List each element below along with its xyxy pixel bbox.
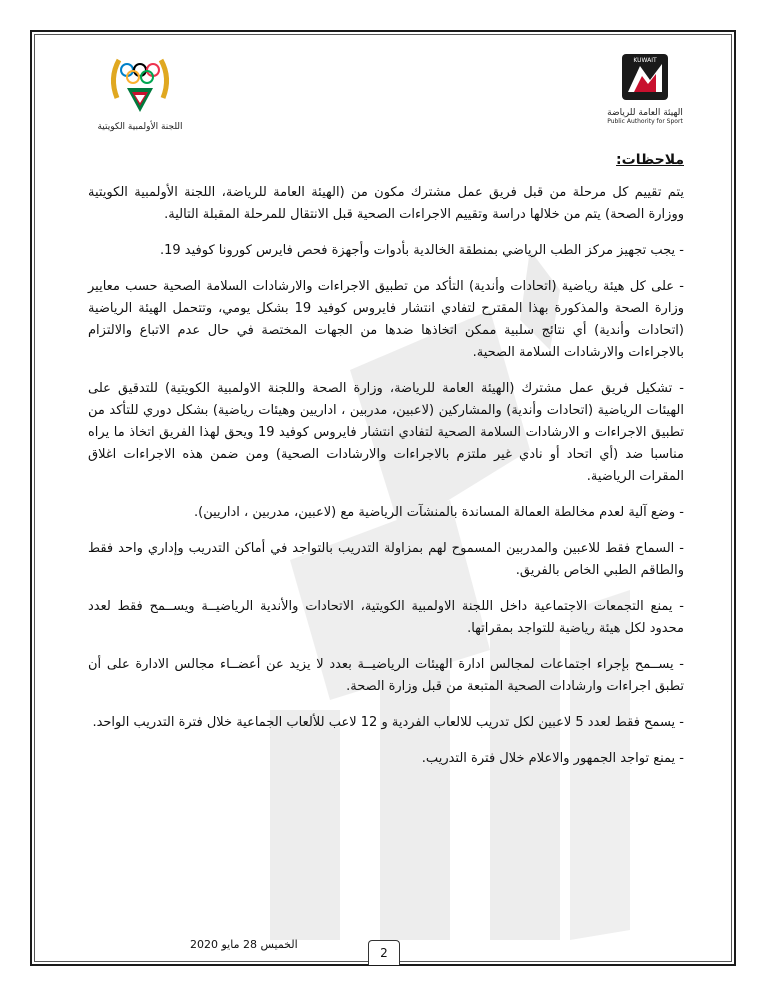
note-paragraph: - يســمح بإجراء اجتماعات لمجالس ادارة الهيئات الرياضيــة بعدد لا يزيد عن أعضــاء مجالس الادارة على أن تطبق اجراءات وارشادات الصحية المتبعة من قبل وزارة الصحة. — [88, 657, 684, 694]
note-paragraph: - وضع آلية لعدم مخالطة العمالة المساندة بالمنشآت الرياضية مع (لاعبين، مدربين ، اداريين). — [193, 505, 684, 520]
note-paragraph: - يجب تجهيز مركز الطب الرياضي بمنطقة الخالدية بأدوات وأجهزة فحص فايرس كورونا كوفيد 19. — [159, 243, 684, 258]
page-number: 2 — [368, 940, 400, 965]
pas-caption-arabic: الهيئة العامة للرياضة — [607, 108, 683, 118]
note-paragraph: - يمنع التجمعات الاجتماعية داخل اللجنة الاولمبية الكويتية، الاتحادات والأندية الرياضيــة ويســمح فقط لعدد محدود لكل هيئة رياضية للتواجد بمقراتها. — [88, 599, 684, 636]
pas-emblem-icon — [618, 52, 672, 104]
notes-section — [88, 152, 684, 784]
public-authority-sport-logo — [600, 52, 690, 137]
olympic-emblem-icon — [105, 48, 175, 118]
kuwait-olympic-committee-logo — [90, 48, 190, 143]
note-paragraph: - السماح فقط للاعبين والمدربين المسموح لهم بمزاولة التدريب بالتواجد في أماكن التدريب وإداري واحد فقط والطاقم الطبي الخاص بالفريق. — [88, 541, 684, 578]
note-paragraph: - يسمح فقط لعدد 5 لاعبين لكل تدريب للالعاب الفردية و 12 لاعب للألعاب الجماعية خلال فترة التدريب الواحد. — [92, 715, 684, 730]
pas-caption-english: Public Authority for Sport — [607, 118, 683, 125]
pas-brand-text: KUWAIT — [633, 57, 657, 64]
olympic-logo-caption: اللجنة الأولمبية الكويتية — [97, 122, 183, 132]
notes-heading: ملاحظات: — [616, 152, 684, 168]
note-paragraph: - على كل هيئة رياضية (اتحادات وأندية) التأكد من تطبيق الاجراءات والارشادات السلامة الصحية حسب معايير وزارة الصحة والمذكورة بهذا المقترح لتفادي انتشار فايروس كوفيد 19 بشكل يومي، وتتحمل الهيئة الرياضية (اتحادات وأندية) أي نتائج سلبية ممكن اتخاذها ضدها من الجهات المختصة في حال عدم الاتباع والالتزام بالاجراءات والارشادات السلامة الصحية. — [88, 279, 685, 360]
note-paragraph: - تشكيل فريق عمل مشترك (الهيئة العامة للرياضة، وزارة الصحة واللجنة الاولمبية الكويتية) للتدقيق على الهيئات الرياضية (اتحادات وأندية) والمشاركين (لاعبين، مدربين ، اداريين وهيئات رياضية) بشكل دوري للتأكد من تطبيق الاجراءات و الارشادات السلامة الصحية لتفادي انتشار فايروس كوفيد 19 ويحق لهذا الفريق اتخاذ ما يراه مناسبا ضد (أي اتحاد أو نادي غير ملتزم بالاجراءات والارشادات الصحية) ومن ضمن هذه الاجراءات اغلاق المقرات الرياضية. — [88, 381, 684, 484]
note-paragraph: - يمنع تواجد الجمهور والاعلام خلال فترة التدريب. — [421, 751, 684, 766]
note-paragraph: يتم تقييم كل مرحلة من قبل فريق عمل مشترك مكون من (الهيئة العامة للرياضة، اللجنة الأولمبية الكويتية ووزارة الصحة) يتم من خلالها دراسة وتقييم الاجراءات الصحية قبل الانتقال للمرحلة المقبلة التالية. — [88, 185, 684, 222]
footer-date: الخميس 28 مايو 2020 — [190, 938, 298, 951]
